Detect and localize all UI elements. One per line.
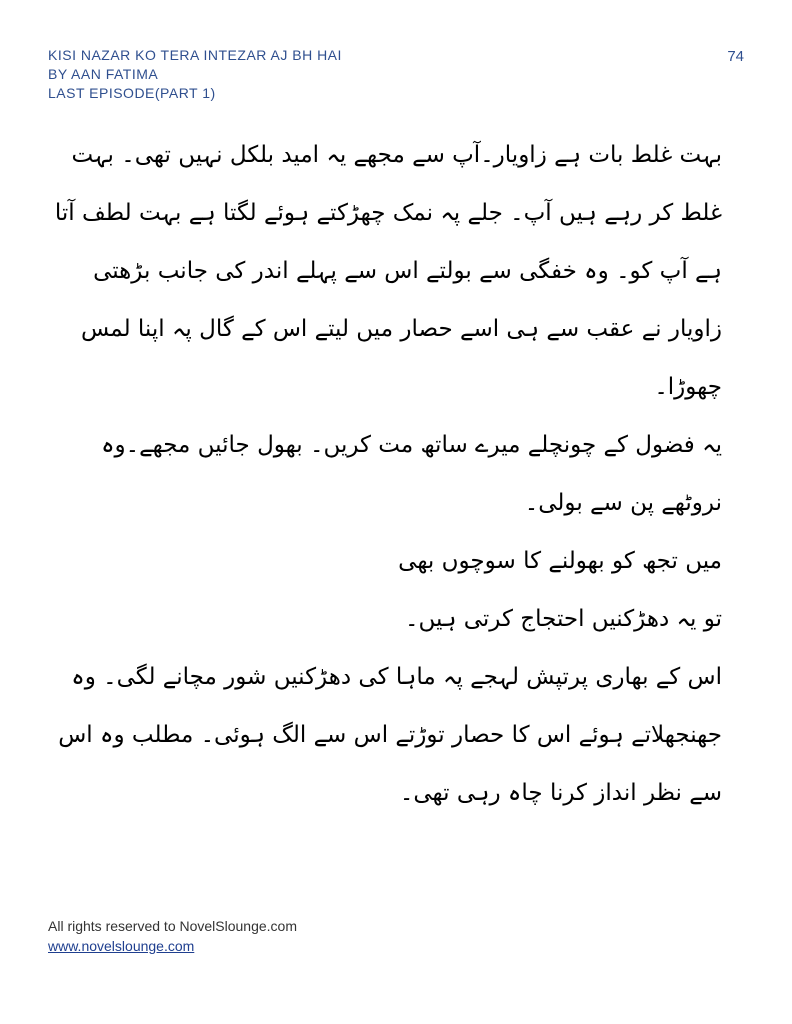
page-number: 74: [727, 48, 744, 65]
document-footer: [48, 916, 297, 956]
paragraph: میں تجھ کو بھولنے کا سوچوں بھی: [398, 548, 722, 574]
paragraph: تو یہ دھڑکنیں احتجاج کرتی ہیں۔: [405, 606, 722, 632]
paragraph: اس کے بھاری پرتپش لہجے پہ ماہا کی دھڑکنیں شور مچانے لگی۔ وہ جھنجھلاتے ہوئے اس کا حصار توڑتے اس سے الگ ہوئی۔ مطلب وہ اس سے نظر انداز کرنا چاہ رہی تھی۔: [58, 664, 722, 806]
episode-line: LAST EPISODE(PART 1): [48, 85, 216, 101]
story-text: [48, 126, 722, 822]
paragraph: بہت غلط بات ہے زاویار۔آپ سے مجھے یہ امید بلکل نہیں تھی۔ بہت غلط کر رہے ہیں آپ۔ جلے پہ نمک چھڑکتے ہوئے لگتا ہے بہت لطف آتا ہے آپ کو۔ وہ خفگی سے بولتے اس سے پہلے اندر کی جانب بڑھتی زاویار نے عقب سے ہی اسے حصار میں لیتے اس کے گال پہ اپنا لمس چھوڑا۔: [54, 142, 722, 400]
paragraph: یہ فضول کے چونچلے میرے ساتھ مت کریں۔ بھول جائیں مجھے۔وہ نروٹھے پن سے بولی۔: [101, 432, 722, 516]
rights-notice: All rights reserved to NovelSlounge.com: [48, 918, 298, 934]
website-link[interactable]: www.novelslounge.com: [48, 938, 195, 954]
novel-title: KISI NAZAR KO TERA INTEZAR AJ BH HAI: [48, 47, 342, 63]
author-line: BY AAN FATIMA: [48, 66, 159, 82]
document-header: [48, 46, 342, 103]
